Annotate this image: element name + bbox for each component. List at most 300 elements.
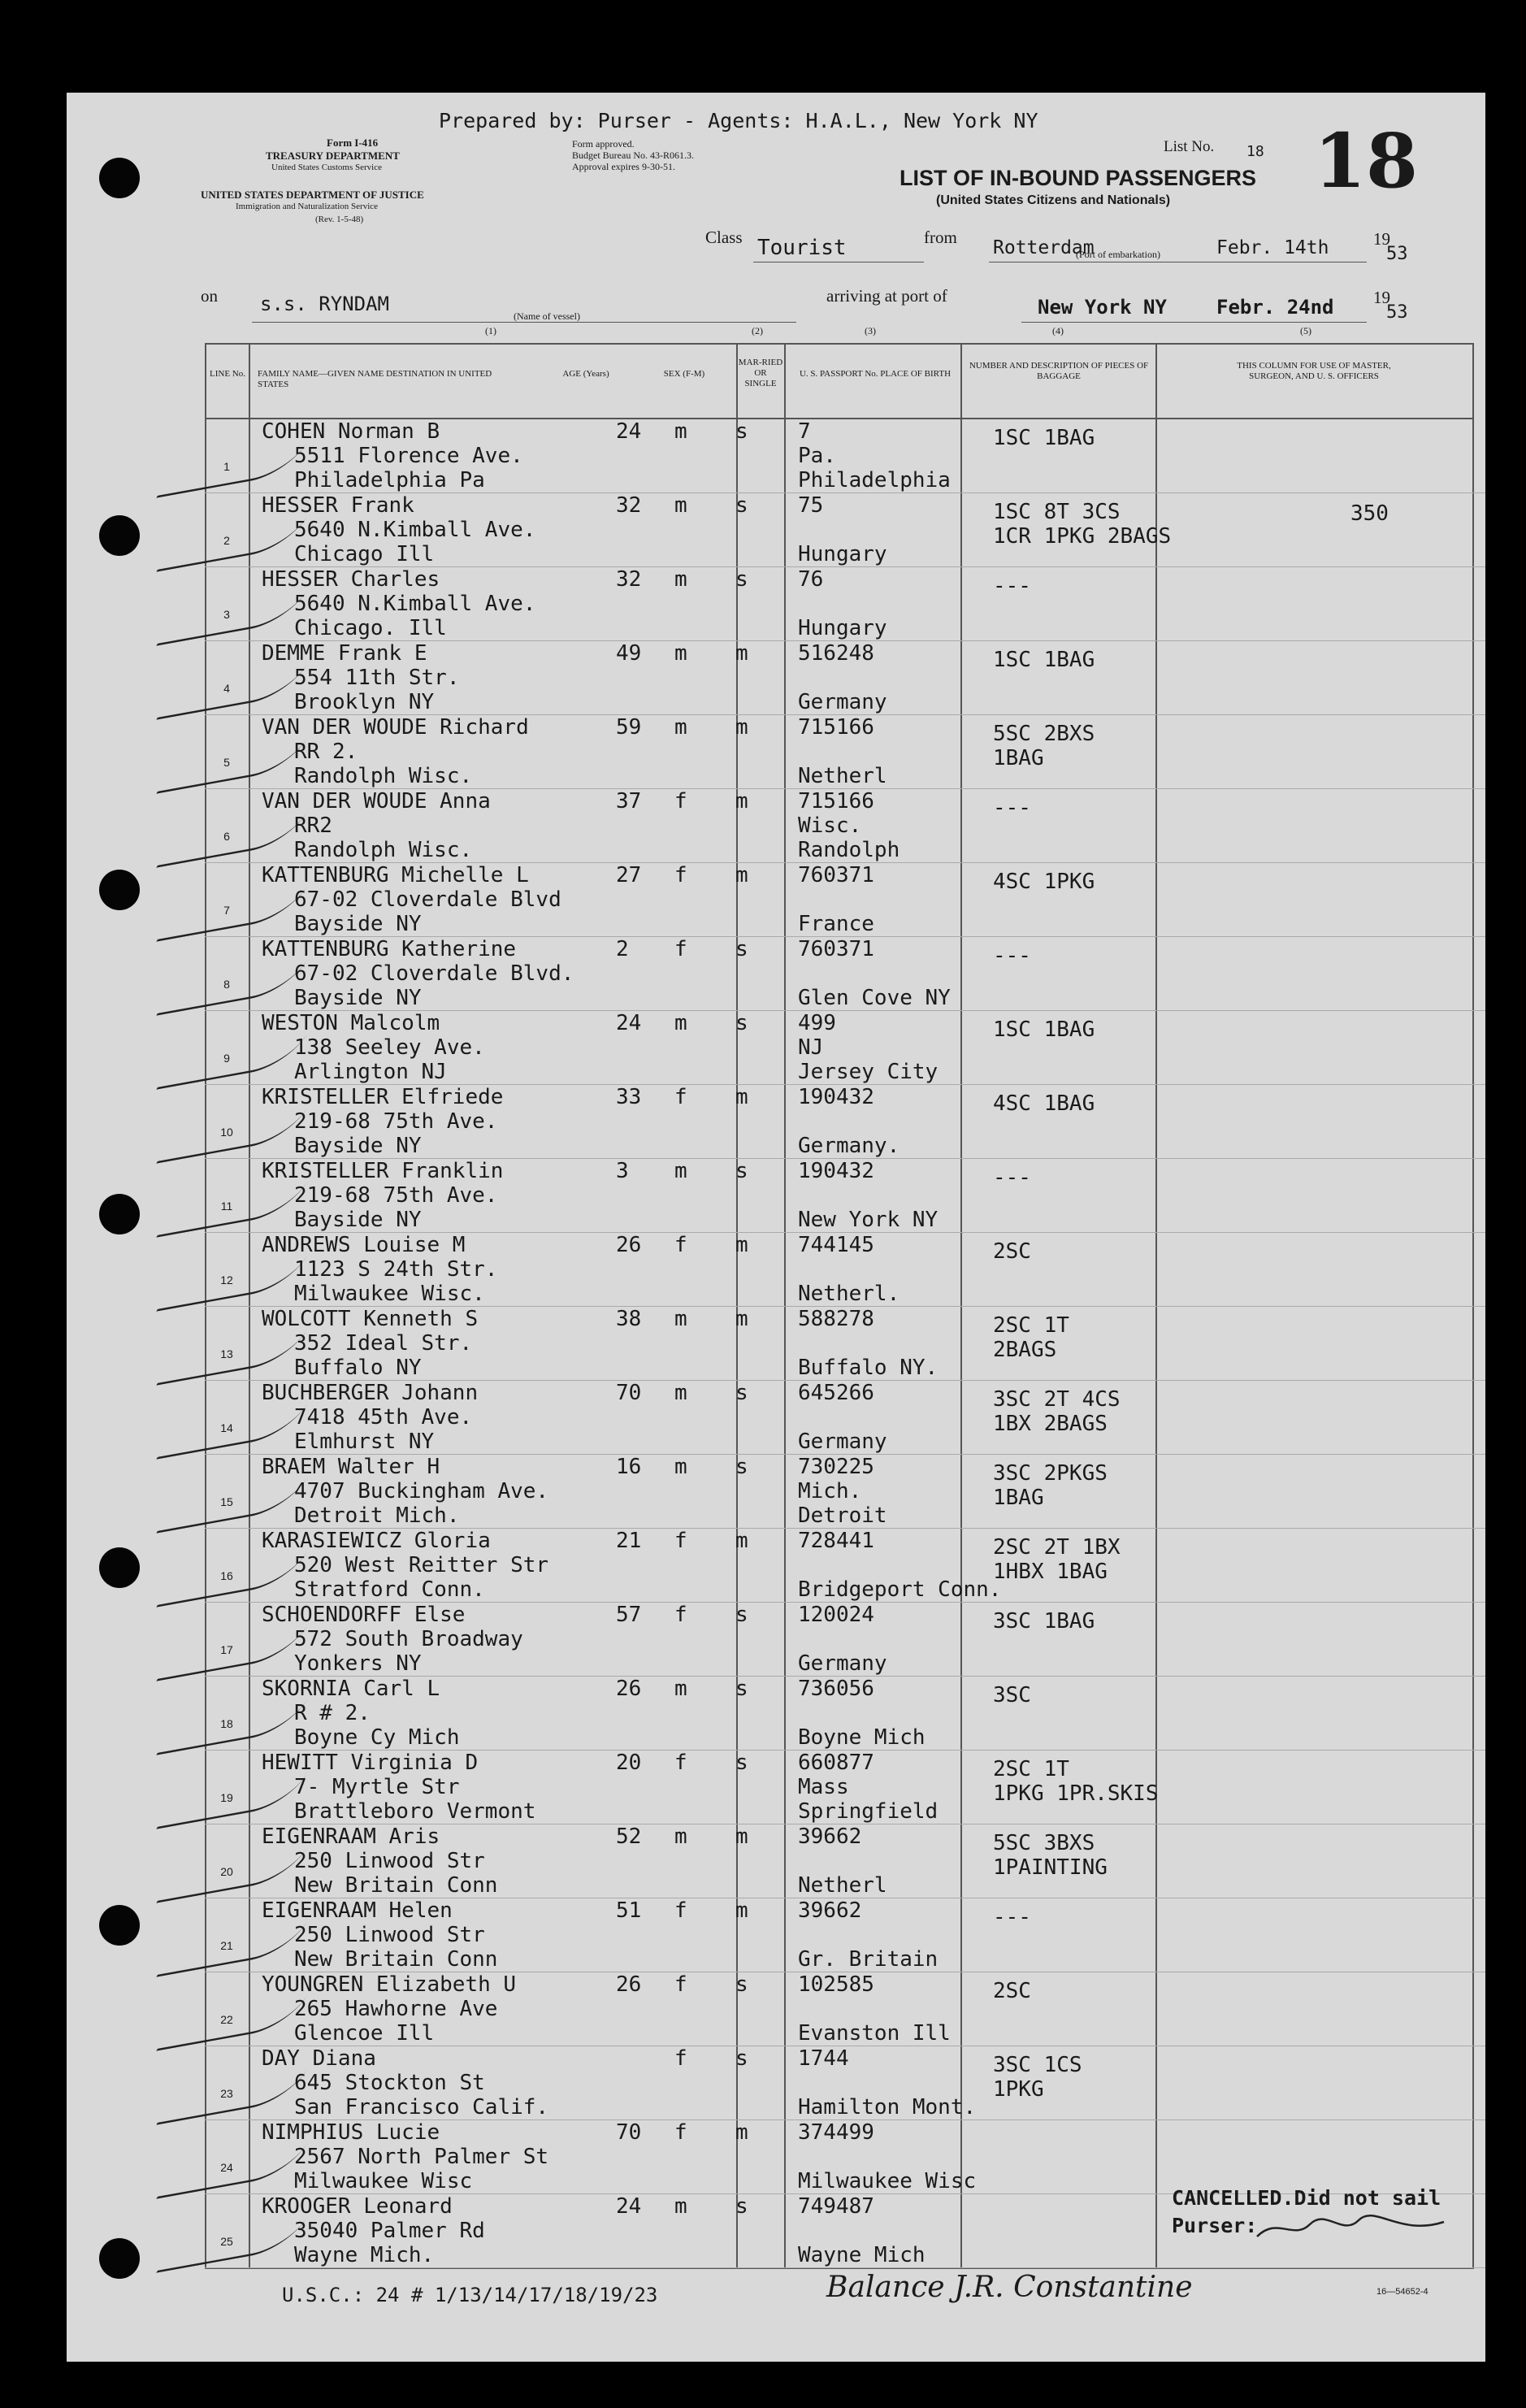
class-value: Tourist	[757, 236, 847, 260]
list-no-value: 18	[1246, 143, 1264, 160]
age-value: 16	[616, 1455, 642, 1479]
passport-number: 76	[798, 567, 824, 592]
marital-status: m	[735, 1824, 748, 1849]
baggage-extra: 2BAGS	[993, 1338, 1057, 1362]
age-value: 59	[616, 715, 642, 740]
baggage: ---	[993, 944, 1031, 968]
age-value: 52	[616, 1824, 642, 1849]
table-row	[67, 1751, 1485, 1824]
line-number: 8	[223, 978, 230, 991]
age-value: 24	[616, 419, 642, 444]
age-value: 3	[616, 1159, 629, 1183]
street-address: 554 11th Str.	[294, 666, 460, 690]
customs-service: United States Customs Service	[271, 163, 382, 172]
passenger-name: YOUNGREN Elizabeth U	[262, 1972, 517, 1997]
table-row	[67, 1011, 1485, 1085]
place-of-birth: Netherl	[798, 764, 887, 788]
sex-value: f	[674, 1603, 687, 1627]
place-of-birth: Hungary	[798, 542, 887, 566]
baggage: ---	[993, 1165, 1031, 1190]
place-of-birth: Milwaukee Wisc	[798, 2169, 977, 2193]
sex-value: f	[674, 937, 687, 961]
baggage: 4SC 1BAG	[993, 1091, 1095, 1116]
age-value: 26	[616, 1677, 642, 1701]
passport-number: 749487	[798, 2194, 874, 2219]
class-label: Class	[705, 228, 743, 247]
sex-value: f	[674, 863, 687, 887]
passport-number: 660877	[798, 1751, 874, 1775]
passenger-name: WOLCOTT Kenneth S	[262, 1307, 479, 1331]
place-of-birth: Germany	[798, 1651, 887, 1676]
baggage: 3SC 1BAG	[993, 1609, 1095, 1634]
place-of-birth: Detroit	[798, 1503, 887, 1528]
marital-status: m	[735, 1898, 748, 1923]
on-label: on	[201, 286, 218, 306]
sex-value: m	[674, 493, 687, 518]
line-number: 12	[220, 1273, 233, 1286]
passenger-name: BUCHBERGER Johann	[262, 1381, 479, 1405]
street-address: 219-68 75th Ave.	[294, 1183, 498, 1208]
street-address: 67-02 Cloverdale Blvd.	[294, 961, 574, 986]
line-number: 17	[220, 1643, 233, 1656]
passenger-name: DEMME Frank E	[262, 641, 427, 666]
marital-status: s	[735, 1677, 748, 1701]
city-state: Randolph Wisc.	[294, 838, 473, 862]
street-address: 7- Myrtle Str	[294, 1775, 460, 1799]
line-number: 18	[220, 1717, 233, 1730]
passport-extra: Mass	[798, 1775, 849, 1799]
baggage: 2SC 2T 1BX	[993, 1535, 1121, 1560]
age-value: 32	[616, 567, 642, 592]
marital-status: m	[735, 641, 748, 666]
table-row	[67, 567, 1485, 641]
marital-status: m	[735, 715, 748, 740]
revision: (Rev. 1-5-48)	[315, 215, 364, 224]
line-number: 16	[220, 1569, 233, 1582]
budget-bureau: Budget Bureau No. 43-R061.3.	[572, 150, 694, 161]
age-value: 51	[616, 1898, 642, 1923]
marital-status: s	[735, 2046, 748, 2071]
baggage-extra: 1BAG	[993, 746, 1044, 770]
passport-number: 102585	[798, 1972, 874, 1997]
age-value: 70	[616, 1381, 642, 1405]
table-row	[67, 1529, 1485, 1603]
passport-number: 728441	[798, 1529, 874, 1553]
marital-status: s	[735, 567, 748, 592]
manifest-sheet	[67, 93, 1485, 2362]
age-value: 32	[616, 493, 642, 518]
passenger-name: KRISTELLER Franklin	[262, 1159, 504, 1183]
sex-value: f	[674, 1898, 687, 1923]
arrival-year: 53	[1386, 302, 1408, 323]
city-state: Bayside NY	[294, 1208, 422, 1232]
baggage: ---	[993, 574, 1031, 598]
embarkation-caption: (Port of embarkation)	[1076, 249, 1160, 260]
baggage-extra: 1BX 2BAGS	[993, 1412, 1108, 1436]
place-of-birth: Wayne Mich	[798, 2243, 926, 2267]
place-of-birth: Jersey City	[798, 1060, 939, 1084]
baggage: 2SC 1T	[993, 1757, 1069, 1781]
arrival-port: New York NY	[1038, 296, 1167, 319]
sex-value: f	[674, 1085, 687, 1109]
table-row	[67, 1898, 1485, 1972]
marital-status: s	[735, 1603, 748, 1627]
sex-value: m	[674, 419, 687, 444]
line-number: 13	[220, 1347, 233, 1360]
age-value: 27	[616, 863, 642, 887]
passenger-name: WESTON Malcolm	[262, 1011, 440, 1035]
purser-signature	[1253, 2212, 1448, 2245]
age-value: 2	[616, 937, 629, 961]
marital-status: m	[735, 1307, 748, 1331]
line-number: 5	[223, 756, 230, 769]
marital-status: s	[735, 1381, 748, 1405]
sex-value: f	[674, 2046, 687, 2071]
place-of-birth: Netherl	[798, 1873, 887, 1898]
sex-value: f	[674, 1233, 687, 1257]
sex-value: m	[674, 2194, 687, 2219]
age-value: 26	[616, 1233, 642, 1257]
year-prefix: 19	[1373, 288, 1390, 307]
sex-value: m	[674, 1824, 687, 1849]
street-address: 520 West Reitter Str	[294, 1553, 549, 1577]
place-of-birth: Randolph	[798, 838, 900, 862]
city-state: Bayside NY	[294, 1134, 422, 1158]
city-state: New Britain Conn	[294, 1873, 498, 1898]
vessel-caption: (Name of vessel)	[514, 310, 580, 322]
street-address: 645 Stockton St	[294, 2071, 485, 2095]
age-value: 57	[616, 1603, 642, 1627]
table-row	[67, 493, 1485, 567]
sex-value: m	[674, 1677, 687, 1701]
sex-value: f	[674, 1972, 687, 1997]
marital-status: s	[735, 1159, 748, 1183]
passport-number: 760371	[798, 863, 874, 887]
street-address: 35040 Palmer Rd	[294, 2219, 485, 2243]
passenger-name: EIGENRAAM Helen	[262, 1898, 453, 1923]
col-header-officers: THIS COLUMN FOR USE OF MASTER, SURGEON, AND U. S. OFFICERS	[1237, 361, 1391, 381]
passenger-name: HEWITT Virginia D	[262, 1751, 479, 1775]
vessel-name: s.s. RYNDAM	[260, 293, 389, 315]
col-num: (1)	[485, 325, 496, 336]
table-row	[67, 1824, 1485, 1898]
place-of-birth: Germany	[798, 1430, 887, 1454]
sex-value: m	[674, 641, 687, 666]
table-row	[67, 715, 1485, 789]
passport-number: 75	[798, 493, 824, 518]
baggage: 3SC	[993, 1683, 1031, 1707]
street-address: 265 Hawhorne Ave	[294, 1997, 498, 2021]
col-header-passport: U. S. PASSPORT No. PLACE OF BIRTH	[799, 369, 952, 379]
city-state: New Britain Conn	[294, 1947, 498, 1972]
big-list-number: 18	[1314, 117, 1419, 205]
form-number: Form I-416	[327, 137, 379, 149]
sex-value: m	[674, 715, 687, 740]
street-address: 67-02 Cloverdale Blvd	[294, 887, 561, 912]
justice-dept: UNITED STATES DEPARTMENT OF JUSTICE	[201, 189, 424, 201]
place-of-birth: Gr. Britain	[798, 1947, 939, 1972]
passport-number: 1744	[798, 2046, 849, 2071]
sex-value: m	[674, 1381, 687, 1405]
baggage: 3SC 2PKGS	[993, 1461, 1108, 1486]
place-of-birth: Germany.	[798, 1134, 900, 1158]
place-of-birth: Netherl.	[798, 1282, 900, 1306]
line-number: 6	[223, 830, 230, 843]
street-address: 5511 Florence Ave.	[294, 444, 523, 468]
col-header-age: AGE (Years)	[562, 369, 609, 379]
line-number: 4	[223, 682, 230, 695]
street-address: RR 2.	[294, 740, 358, 764]
table-row	[67, 1307, 1485, 1381]
marital-status: m	[735, 863, 748, 887]
departure-date: Febr. 14th	[1216, 237, 1329, 258]
passenger-name: EIGENRAAM Aris	[262, 1824, 440, 1849]
passport-number: 588278	[798, 1307, 874, 1331]
baggage: 2SC	[993, 1239, 1031, 1264]
line-number: 10	[220, 1126, 233, 1139]
place-of-birth: Bridgeport Conn.	[798, 1577, 1002, 1602]
sex-value: m	[674, 1011, 687, 1035]
age-value: 26	[616, 1972, 642, 1997]
from-port-value: Rotterdam	[993, 237, 1095, 258]
passport-number: 374499	[798, 2120, 874, 2145]
city-state: Wayne Mich.	[294, 2243, 435, 2267]
passport-number: 39662	[798, 1898, 862, 1923]
baggage-extra: 1PKG	[993, 2077, 1044, 2102]
passport-number: 715166	[798, 715, 874, 740]
line-number: 7	[223, 904, 230, 917]
treasury-dept: TREASURY DEPARTMENT	[266, 150, 400, 162]
marital-status: s	[735, 937, 748, 961]
place-of-birth: Germany	[798, 690, 887, 714]
marital-status: m	[735, 1233, 748, 1257]
line-number: 19	[220, 1791, 233, 1804]
line-number: 11	[220, 1200, 233, 1213]
passport-number: 39662	[798, 1824, 862, 1849]
passport-number: 190432	[798, 1085, 874, 1109]
passenger-name: ANDREWS Louise M	[262, 1233, 466, 1257]
passport-number: 645266	[798, 1381, 874, 1405]
line-number: 1	[223, 460, 230, 473]
baggage: 3SC 2T 4CS	[993, 1387, 1121, 1412]
age-value: 20	[616, 1751, 642, 1775]
line-number: 9	[223, 1052, 230, 1065]
table-row	[67, 1085, 1485, 1159]
col-num: (4)	[1052, 325, 1064, 336]
baggage: 1SC 1BAG	[993, 426, 1095, 450]
passport-number: 516248	[798, 641, 874, 666]
city-state: Bayside NY	[294, 912, 422, 936]
ins-service: Immigration and Naturalization Service	[236, 202, 379, 211]
table-row	[67, 937, 1485, 1011]
baggage-extra: 1CR 1PKG 2BAGS	[993, 524, 1172, 549]
officer-note: 350	[1350, 501, 1389, 526]
line-number: 21	[220, 1939, 233, 1952]
arrival-date: Febr. 24nd	[1216, 296, 1334, 319]
baggage: 1SC 8T 3CS	[993, 500, 1121, 524]
street-address: RR2	[294, 814, 332, 838]
marital-status: s	[735, 493, 748, 518]
city-state: Bayside NY	[294, 986, 422, 1010]
passenger-name: SKORNIA Carl L	[262, 1677, 440, 1701]
marital-status: m	[735, 1529, 748, 1553]
table-row	[67, 2046, 1485, 2120]
city-state: Philadelphia Pa	[294, 468, 485, 492]
street-address: 4707 Buckingham Ave.	[294, 1479, 549, 1503]
age-value: 33	[616, 1085, 642, 1109]
table-row	[67, 1603, 1485, 1677]
age-value: 21	[616, 1529, 642, 1553]
city-state: Buffalo NY	[294, 1356, 422, 1380]
city-state: Milwaukee Wisc.	[294, 1282, 485, 1306]
street-address: 138 Seeley Ave.	[294, 1035, 485, 1060]
document-title: LIST OF IN-BOUND PASSENGERS	[900, 166, 1257, 190]
sex-value: m	[674, 1455, 687, 1479]
marital-status: m	[735, 1085, 748, 1109]
baggage-extra: 1BAG	[993, 1486, 1044, 1510]
table-row	[67, 641, 1485, 715]
baggage: 5SC 3BXS	[993, 1831, 1095, 1855]
col-header-baggage: NUMBER AND DESCRIPTION OF PIECES OF BAGGAGE	[969, 361, 1149, 381]
balance-signature: Balance J.R. Constantine	[826, 2271, 1193, 2304]
marital-status: s	[735, 1011, 748, 1035]
baggage-extra: 1PKG 1PR.SKIS	[993, 1781, 1159, 1806]
document-subtitle: (United States Citizens and Nationals)	[936, 193, 1171, 207]
place-of-birth: Springfield	[798, 1799, 939, 1824]
city-state: Boyne Cy Mich	[294, 1725, 460, 1750]
place-of-birth: Evanston Ill	[798, 2021, 951, 2046]
age-value: 37	[616, 789, 642, 814]
baggage: 4SC 1PKG	[993, 870, 1095, 894]
line-number: 24	[220, 2161, 233, 2174]
table-row	[67, 1972, 1485, 2046]
city-state: Chicago Ill	[294, 542, 435, 566]
street-address: 1123 S 24th Str.	[294, 1257, 498, 1282]
passenger-name: KROOGER Leonard	[262, 2194, 453, 2219]
passport-number: 736056	[798, 1677, 874, 1701]
marital-status: s	[735, 1751, 748, 1775]
marital-status: s	[735, 1455, 748, 1479]
table-row	[67, 789, 1485, 863]
passenger-name: NIMPHIUS Lucie	[262, 2120, 440, 2145]
passenger-name: HESSER Frank	[262, 493, 414, 518]
passport-number: 120024	[798, 1603, 874, 1627]
city-state: Randolph Wisc.	[294, 764, 473, 788]
city-state: Glencoe Ill	[294, 2021, 435, 2046]
street-address: 5640 N.Kimball Ave.	[294, 518, 536, 542]
line-number: 2	[223, 534, 230, 547]
age-value: 24	[616, 1011, 642, 1035]
col-header-line-no: LINE No.	[210, 369, 245, 379]
passenger-name: KATTENBURG Michelle L	[262, 863, 529, 887]
sex-value: m	[674, 1159, 687, 1183]
passport-number: 499	[798, 1011, 836, 1035]
line-number: 3	[223, 608, 230, 621]
city-state: Brooklyn NY	[294, 690, 435, 714]
list-no-label: List No.	[1164, 138, 1215, 155]
passenger-name: BRAEM Walter H	[262, 1455, 440, 1479]
line-number: 15	[220, 1495, 233, 1508]
line-number: 14	[220, 1421, 233, 1434]
street-address: 2567 North Palmer St	[294, 2145, 549, 2169]
street-address: 250 Linwood Str	[294, 1849, 485, 1873]
form-approved: Form approved.	[572, 138, 635, 150]
col-num: (2)	[752, 325, 763, 336]
place-of-birth: Buffalo NY.	[798, 1356, 939, 1380]
sex-value: f	[674, 1529, 687, 1553]
place-of-birth: New York NY	[798, 1208, 939, 1232]
passport-number: 7	[798, 419, 811, 444]
line-number: 25	[220, 2235, 233, 2248]
marital-status: s	[735, 1972, 748, 1997]
baggage-extra: 1HBX 1BAG	[993, 1560, 1108, 1584]
place-of-birth: France	[798, 912, 874, 936]
street-address: 7418 45th Ave.	[294, 1405, 473, 1430]
passenger-name: KRISTELLER Elfriede	[262, 1085, 504, 1109]
line-number: 23	[220, 2087, 233, 2100]
place-of-birth: Boyne Mich	[798, 1725, 926, 1750]
street-address: 352 Ideal Str.	[294, 1331, 473, 1356]
baggage: 3SC 1CS	[993, 2053, 1082, 2077]
col-header-married: MAR-RIED OR SINGLE	[738, 358, 783, 388]
baggage: 1SC 1BAG	[993, 648, 1095, 672]
street-address: 250 Linwood Str	[294, 1923, 485, 1947]
street-address: 219-68 75th Ave.	[294, 1109, 498, 1134]
city-state: Stratford Conn.	[294, 1577, 485, 1602]
street-address: 572 South Broadway	[294, 1627, 523, 1651]
marital-status: s	[735, 419, 748, 444]
city-state: Yonkers NY	[294, 1651, 422, 1676]
table-row	[67, 1159, 1485, 1233]
table-row	[67, 2120, 1485, 2194]
line-number: 22	[220, 2013, 233, 2026]
cancelled-stamp: CANCELLED.Did not sail	[1172, 2186, 1441, 2210]
place-of-birth: Philadelphia	[798, 468, 951, 492]
punch-hole	[99, 158, 140, 198]
passport-number: 760371	[798, 937, 874, 961]
marital-status: m	[735, 2120, 748, 2145]
line-number: 20	[220, 1865, 233, 1878]
col-num: (5)	[1300, 325, 1311, 336]
passport-extra: Wisc.	[798, 814, 862, 838]
place-of-birth: Glen Cove NY	[798, 986, 951, 1010]
passenger-name: DAY Diana	[262, 2046, 376, 2071]
departure-year: 53	[1386, 244, 1408, 264]
passport-extra: Mich.	[798, 1479, 862, 1503]
passport-number: 730225	[798, 1455, 874, 1479]
col-header-name: FAMILY NAME—GIVEN NAME DESTINATION IN UNITED STATES	[258, 369, 492, 389]
baggage: 2SC	[993, 1979, 1031, 2003]
passenger-name: VAN DER WOUDE Anna	[262, 789, 491, 814]
baggage: ---	[993, 1905, 1031, 1929]
sex-value: f	[674, 1751, 687, 1775]
table-row	[67, 1455, 1485, 1529]
city-state: Arlington NJ	[294, 1060, 447, 1084]
sex-value: f	[674, 2120, 687, 2145]
street-address: 5640 N.Kimball Ave.	[294, 592, 536, 616]
sex-value: m	[674, 567, 687, 592]
passport-extra: Pa.	[798, 444, 836, 468]
passport-number: 715166	[798, 789, 874, 814]
table-row	[67, 863, 1485, 937]
city-state: Detroit Mich.	[294, 1503, 460, 1528]
city-state: Chicago. Ill	[294, 616, 447, 640]
passenger-name: VAN DER WOUDE Richard	[262, 715, 529, 740]
passenger-name: KARASIEWICZ Gloria	[262, 1529, 491, 1553]
baggage: 1SC 1BAG	[993, 1017, 1095, 1042]
place-of-birth: Hamilton Mont.	[798, 2095, 977, 2119]
approval-expires: Approval expires 9-30-51.	[572, 161, 675, 172]
